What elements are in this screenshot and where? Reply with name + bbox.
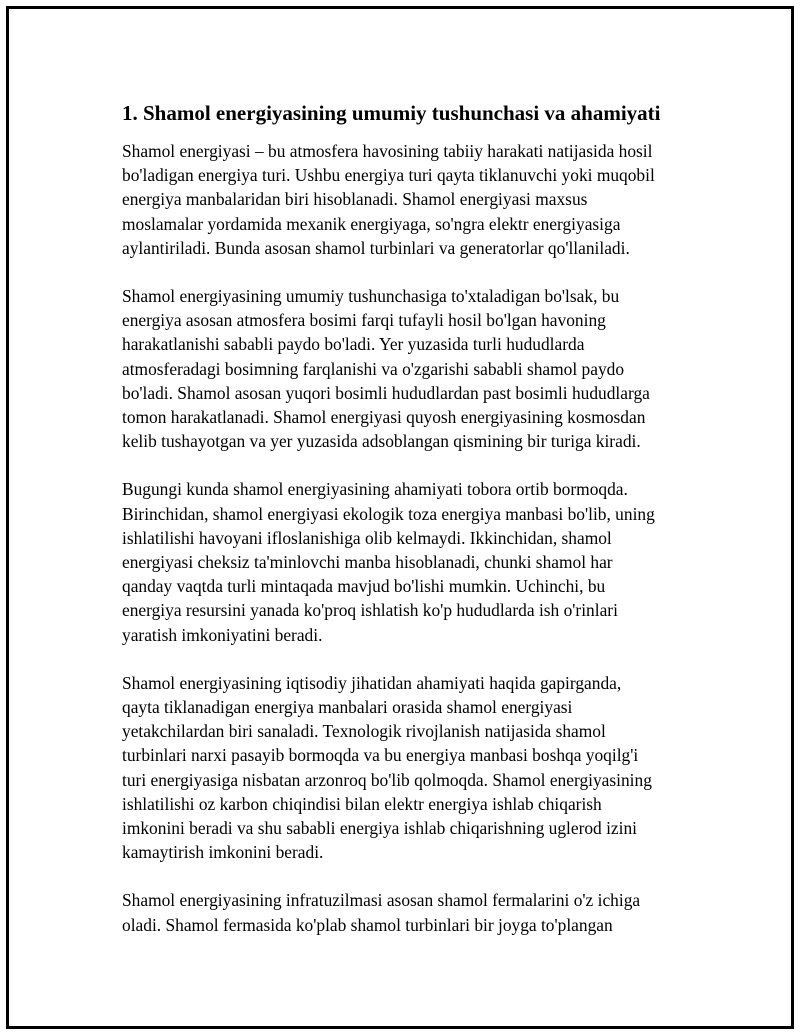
text-line: imkonini beradi va shu sababli energiya ishlab chiqarishning uglerod izini	[122, 818, 638, 839]
section-heading: 1. Shamol energiyasining umumiy tushunchasi va ahamiyati	[122, 101, 661, 125]
text-line: moslamalar yordamida mexanik energiyaga, so'ngra elektr energiyasiga	[122, 213, 621, 234]
text-line: bo'ladi. Shamol asosan yuqori bosimli hududlardan past bosimli hududlarga	[122, 382, 650, 403]
text-line: kamaytirish imkonini beradi.	[122, 842, 324, 863]
text-line: Shamol energiyasi – bu atmosfera havosining tabiiy harakati natijasida hosil	[122, 141, 653, 161]
text-line: ishlatilishi oz karbon chiqindisi bilan elektr energiya ishlab chiqarish	[122, 793, 602, 814]
text-line: yetakchilardan biri sanaladi. Texnologik rivojlanish natijasida shamol	[122, 721, 606, 742]
paragraph	[122, 888, 702, 936]
text-line: atmosferadagi bosimning farqlanishi va o'zgarishi sababli shamol paydo	[122, 358, 625, 379]
text-line: kelib tushayotgan va yer yuzasida adsoblangan qismining bir turiga kiradi.	[122, 431, 641, 452]
text-line: aylantiriladi. Bunda asosan shamol turbinlari va generatorlar qo'llaniladi.	[122, 237, 630, 258]
text-line: energiya resursini yanada ko'proq ishlatish ko'p hududlarda ish o'rinlari	[122, 600, 618, 621]
text-line: Bugungi kunda shamol energiyasining ahamiyati tobora ortib bormoqda.	[122, 479, 628, 500]
paragraph	[122, 284, 702, 453]
text-line: qayta tiklanadigan energiya manbalari orasida shamol energiyasi	[122, 697, 573, 718]
text-line: tomon harakatlanadi. Shamol energiyasi quyosh energiyasining kosmosdan	[122, 407, 646, 428]
text-line: Shamol energiyasining umumiy tushunchasiga to'xtaladigan bo'lsak, bu	[122, 286, 620, 307]
text-line: energiya asosan atmosfera bosimi farqi tufayli hosil bo'lgan havoning	[122, 310, 606, 331]
text-line: energiyasi cheksiz ta'minlovchi manba hisoblanadi, chunki shamol har	[122, 552, 613, 573]
paragraph-list	[122, 139, 702, 937]
text-line: yaratish imkoniyatini beradi.	[122, 624, 323, 645]
text-line: turi energiyasiga nisbatan arzonroq bo'lib qolmoqda. Shamol energiyasining	[122, 769, 652, 790]
page-frame	[6, 6, 794, 1029]
text-line: qanday vaqtda turli mintaqada mavjud bo'lishi mumkin. Uchinchi, bu	[122, 576, 606, 597]
text-line: turbinlari narxi pasayib bormoqda va bu energiya manbasi boshqa yoqilg'i	[122, 745, 639, 766]
text-line: bo'ladigan energiya turi. Ushbu energiya turi qayta tiklanuvchi yoki muqobil	[122, 165, 655, 186]
paragraph	[122, 477, 702, 646]
text-line: oladi. Shamol fermasida ko'plab shamol turbinlari bir joyga to'plangan	[122, 914, 613, 935]
text-line: Birinchidan, shamol energiyasi ekologik toza energiya manbasi bo'lib, uning	[122, 503, 655, 524]
text-line: Shamol energiyasining infratuzilmasi asosan shamol fermalarini o'z ichiga	[122, 890, 641, 911]
document-body	[122, 98, 702, 937]
text-line: Shamol energiyasining iqtisodiy jihatidan ahamiyati haqida gapirganda,	[122, 672, 622, 693]
text-line: energiya manbalaridan biri hisoblanadi. Shamol energiyasi maxsus	[122, 189, 588, 210]
text-line: ishlatilishi havoyani ifloslanishiga olib kelmaydi. Ikkinchidan, shamol	[122, 527, 612, 548]
paragraph	[122, 139, 702, 260]
text-line: harakatlanishi sababli paydo bo'ladi. Yer yuzasida turli hududlarda	[122, 334, 585, 355]
paragraph	[122, 671, 702, 865]
